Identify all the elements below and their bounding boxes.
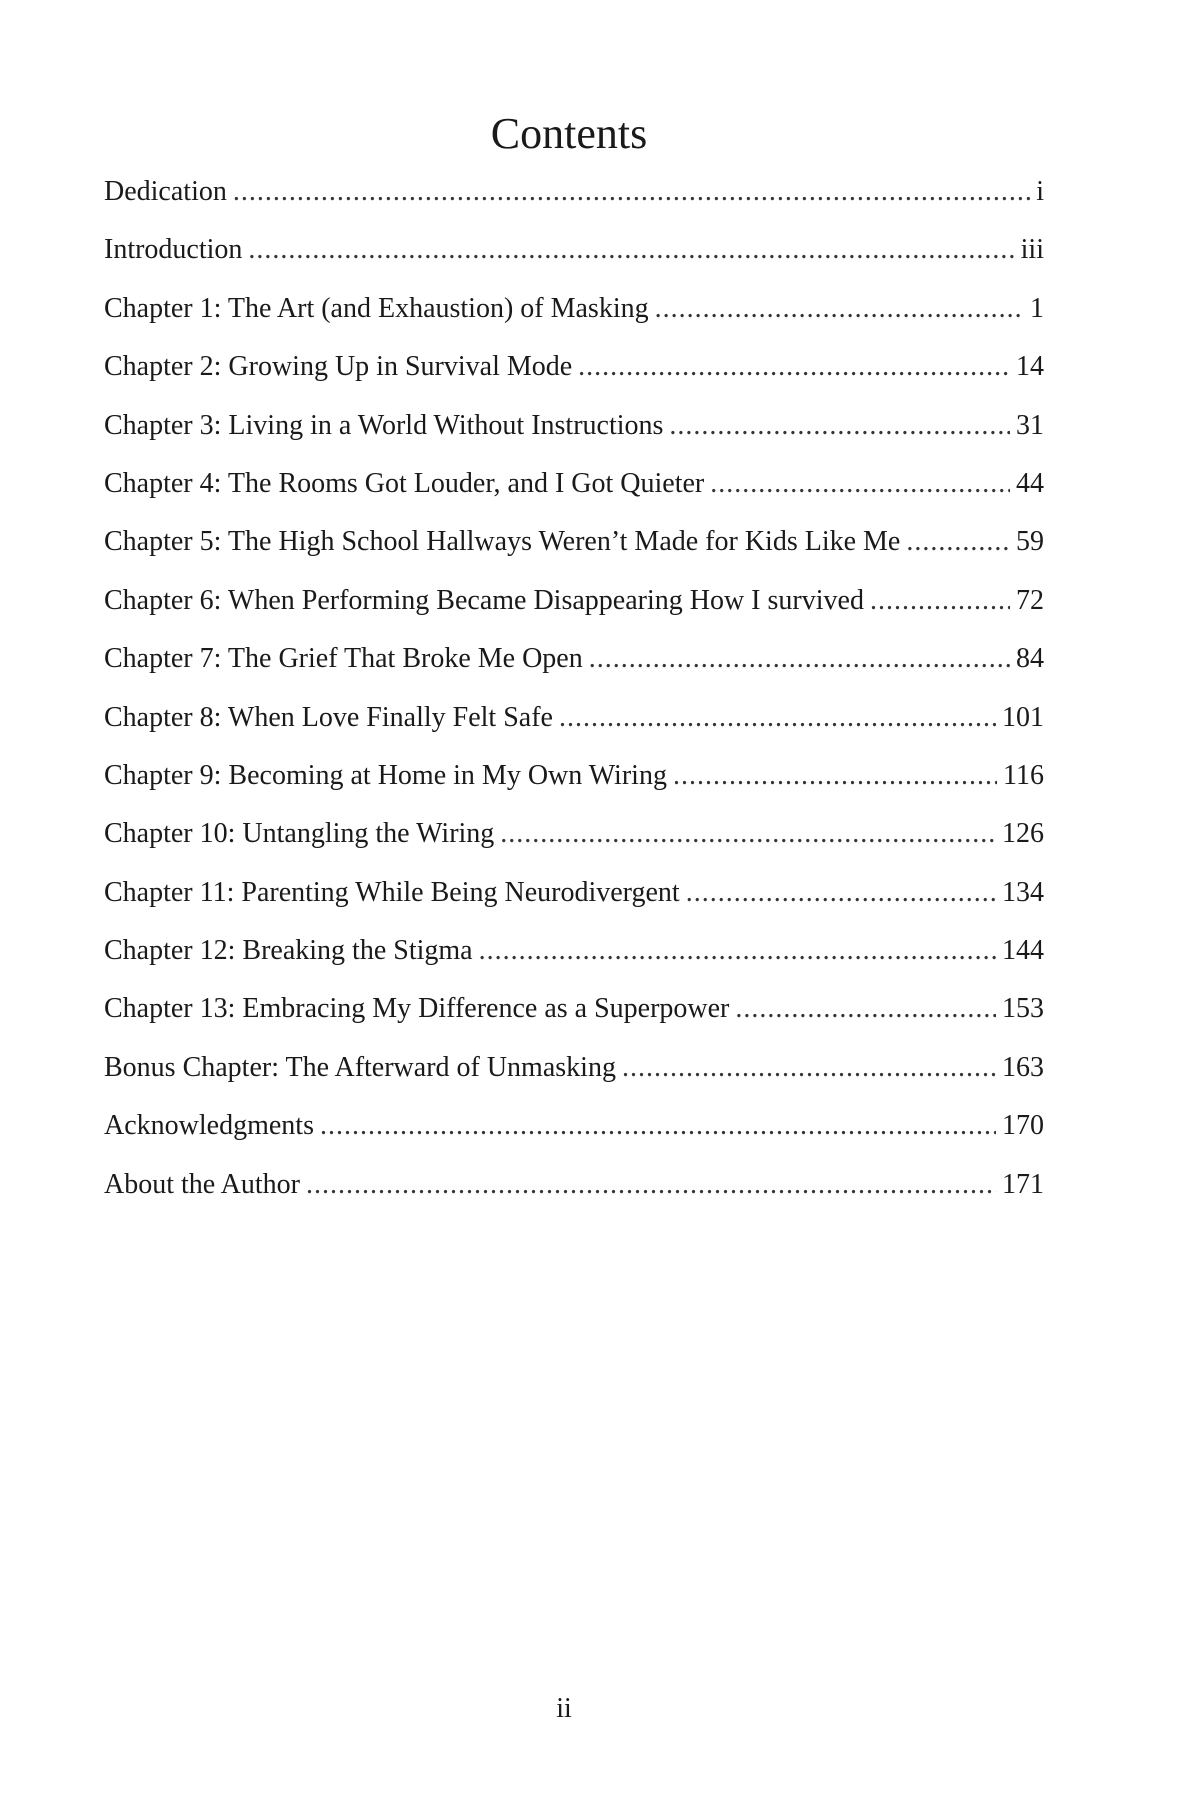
toc-entry-page-number: 1: [1030, 292, 1044, 324]
toc-entry-page-number: 126: [1002, 818, 1044, 850]
toc-entry[interactable]: [104, 759, 1044, 820]
toc-entry-page-number: 14: [1016, 351, 1044, 383]
toc-entry-title: Introduction: [104, 234, 243, 266]
table-of-contents: [104, 178, 1044, 1229]
toc-entry-page-number: iii: [1020, 234, 1044, 266]
toc-dot-leader: [233, 178, 1030, 206]
toc-dot-leader: [578, 353, 1010, 381]
toc-entry-title: Chapter 1: The Art (and Exhaustion) of Masking: [104, 292, 649, 324]
toc-entry-title: Acknowledgments: [104, 1110, 314, 1142]
toc-entry-title: Dedication: [104, 176, 227, 207]
toc-dot-leader: [248, 236, 1014, 264]
toc-entry-page-number: 72: [1016, 584, 1044, 616]
toc-entry-title: Chapter 12: Breaking the Stigma: [104, 935, 473, 967]
toc-entry[interactable]: [104, 528, 1044, 586]
toc-entry[interactable]: [104, 1168, 1044, 1229]
footer-page-number: ii: [556, 1693, 572, 1724]
toc-entry-title: Bonus Chapter: The Afterward of Unmasking: [104, 1051, 616, 1083]
toc-entry-page-number: 44: [1016, 467, 1044, 499]
toc-dot-leader: [500, 820, 996, 848]
toc-dot-leader: [622, 1054, 996, 1082]
toc-entry[interactable]: [104, 353, 1044, 411]
toc-entry-page-number: 153: [1002, 993, 1044, 1025]
toc-entry-page-number: 59: [1016, 526, 1044, 558]
page-title: Contents: [490, 109, 648, 158]
toc-entry-title: Chapter 11: Parenting While Being Neurodivergent: [104, 876, 680, 908]
toc-dot-leader: [559, 704, 996, 732]
toc-dot-leader: [735, 995, 996, 1023]
toc-entry[interactable]: [104, 820, 1044, 878]
toc-dot-leader: [870, 587, 1010, 615]
toc-entry[interactable]: [104, 876, 1044, 937]
toc-dot-leader: [710, 470, 1010, 498]
toc-entry[interactable]: [104, 701, 1044, 762]
toc-entry-title: Chapter 13: Embracing My Difference as a Superpower: [104, 993, 730, 1025]
toc-entry[interactable]: [104, 995, 1044, 1053]
toc-entry-title: Chapter 3: Living in a World Without Instructions: [104, 409, 664, 441]
toc-entry-title: Chapter 5: The High School Hallways Weren’t Made for Kids Like Me: [104, 526, 901, 558]
toc-entry-page-number: 144: [1002, 935, 1044, 967]
toc-entry[interactable]: [104, 645, 1044, 703]
toc-dot-leader: [479, 937, 996, 965]
toc-entry-title: About the Author: [104, 1168, 300, 1200]
toc-dot-leader: [673, 762, 997, 790]
toc-entry-page-number: 84: [1016, 643, 1044, 675]
toc-entry[interactable]: [104, 584, 1044, 645]
toc-entry-title: Chapter 9: Becoming at Home in My Own Wiring: [104, 759, 667, 791]
toc-dot-leader: [589, 645, 1010, 673]
toc-entry-page-number: 116: [1003, 759, 1044, 791]
toc-entry[interactable]: [104, 467, 1044, 528]
toc-dot-leader: [306, 1171, 996, 1199]
toc-dot-leader: [669, 412, 1010, 440]
toc-entry-page-number: i: [1036, 176, 1044, 207]
toc-entry-page-number: 31: [1016, 409, 1044, 441]
toc-dot-leader: [906, 528, 1010, 556]
toc-entry[interactable]: [104, 1051, 1044, 1112]
toc-entry-page-number: 134: [1002, 876, 1044, 908]
toc-dot-leader: [686, 879, 996, 907]
toc-entry-title: Chapter 7: The Grief That Broke Me Open: [104, 643, 583, 675]
toc-entry-title: Chapter 10: Untangling the Wiring: [104, 818, 495, 850]
toc-entry-title: Chapter 8: When Love Finally Felt Safe: [104, 701, 553, 733]
toc-entry[interactable]: [104, 937, 1044, 995]
toc-entry-page-number: 163: [1002, 1051, 1044, 1083]
toc-entry-page-number: 171: [1002, 1168, 1044, 1200]
toc-entry[interactable]: [104, 178, 1044, 236]
toc-entry[interactable]: [104, 409, 1044, 470]
toc-entry-page-number: 101: [1002, 701, 1044, 733]
toc-entry-title: Chapter 6: When Performing Became Disappearing How I survived: [104, 584, 864, 616]
toc-entry-page-number: 170: [1002, 1110, 1044, 1142]
toc-dot-leader: [320, 1112, 996, 1140]
toc-entry[interactable]: [104, 1112, 1044, 1170]
toc-entry[interactable]: [104, 236, 1044, 294]
toc-entry-title: Chapter 2: Growing Up in Survival Mode: [104, 351, 573, 383]
toc-dot-leader: [655, 295, 1024, 323]
toc-entry[interactable]: [104, 292, 1044, 353]
toc-entry-title: Chapter 4: The Rooms Got Louder, and I Got Quieter: [104, 467, 705, 499]
